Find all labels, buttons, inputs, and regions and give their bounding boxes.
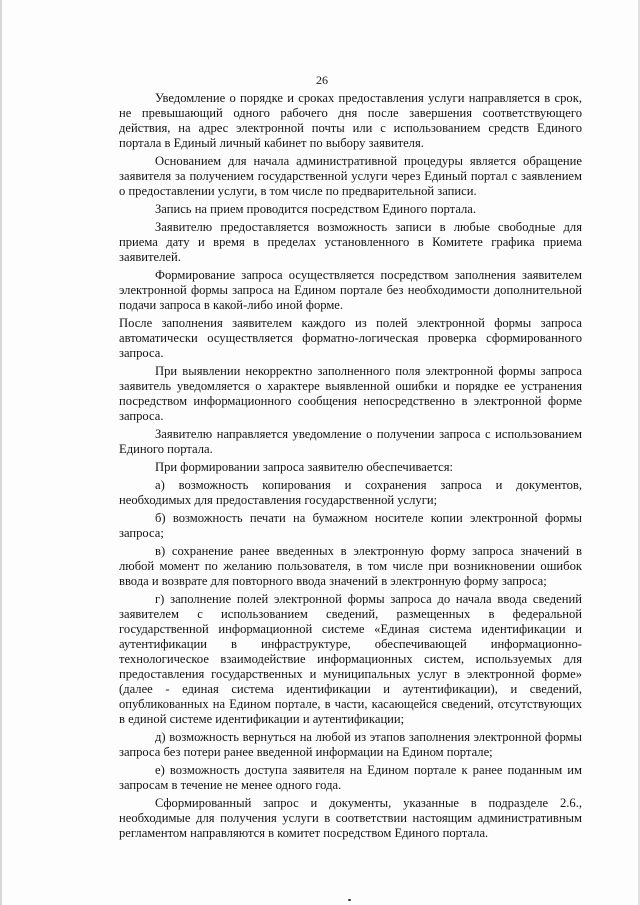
list-item-e: е) возможность доступа заявителя на Едином портале к ранее поданным им запросам в течение не менее одного года. [119,763,582,792]
paragraph-notification-timing: Уведомление о порядке и сроках предоставления услуги направляется в срок, не превышающий одного рабочего дня после завершения соответствующего действия, на адрес электронной почты или с использованием средств Единого портала в Единый личный кабинет по выбору заявителя. [119,91,582,150]
scan-artifact [348,899,351,901]
document-body [119,91,582,844]
page-number: 26 [316,73,328,87]
paragraph-receipt-notice: Заявителю направляется уведомление о получении запроса с использованием Единого портала. [119,427,582,456]
paragraph-procedure-basis: Основанием для начала административной процедуры является обращение заявителя за получением государственной услуги через Единый портал с заявлением о предоставлении услуги, в том числе по предварительной записи. [119,154,582,198]
paragraph-appointment-booking: Запись на прием проводится посредством Единого портала. [155,202,477,216]
list-item-g: г) заполнение полей электронной формы запроса до начала ввода сведений заявителем с использованием сведений, размещенных в федеральной государственной информационной системе «Единая система идентификации и аутентификации в инфраструктуре, обеспечивающей информационно-технологическое взаимодействие информационных систем, используемых для предоставления государственных и муниципальных услуг в электронной форме» (далее - единая система идентификации и аутентификации), и сведений, опубликованных на Едином портале, в части, касающейся сведений, отсутствующих в единой системе идентификации и аутентификации; [119,592,582,726]
paragraph-error-notice: При выявлении некорректно заполненного поля электронной формы запроса заявитель уведомляется о характере выявленной ошибки и порядке ее устранения посредством информационного сообщения непосредственно в электронной форме запроса. [119,364,582,423]
paragraph-format-check: После заполнения заявителем каждого из полей электронной формы запроса автоматически осуществляется форматно-логическая проверка сформированного запроса. [119,316,582,360]
list-item-a: а) возможность копирования и сохранения запроса и документов, необходимых для предоставления государственной услуги; [119,478,582,507]
paragraph-provisions-intro: При формировании запроса заявителю обеспечивается: [155,460,454,474]
paragraph-request-forming: Формирование запроса осуществляется посредством заполнения заявителем электронной формы запроса на Едином портале без необходимости дополнительной подачи запроса в какой-либо иной форме. [119,268,582,312]
list-item-b: б) возможность печати на бумажном носителе копии электронной формы запроса; [119,511,582,540]
list-item-v: в) сохранение ранее введенных в электронную форму запроса значений в любой момент по желанию пользователя, в том числе при возникновении ошибок ввода и возврате для повторного ввода значений в электронную форму запроса; [119,544,582,588]
paragraph-request-submission: Сформированный запрос и документы, указанные в подразделе 2.6., необходимые для получения услуги в соответствии настоящим административным регламентом направляются в комитет посредством Единого портала. [119,796,582,840]
list-item-d: д) возможность вернуться на любой из этапов заполнения электронной формы запроса без потери ранее введенной информации на Едином портале; [119,730,582,759]
paragraph-appointment-slots: Заявителю предоставляется возможность записи в любые свободные для приема дату и время в пределах установленного в Комитете графика приема заявителей. [119,220,582,264]
